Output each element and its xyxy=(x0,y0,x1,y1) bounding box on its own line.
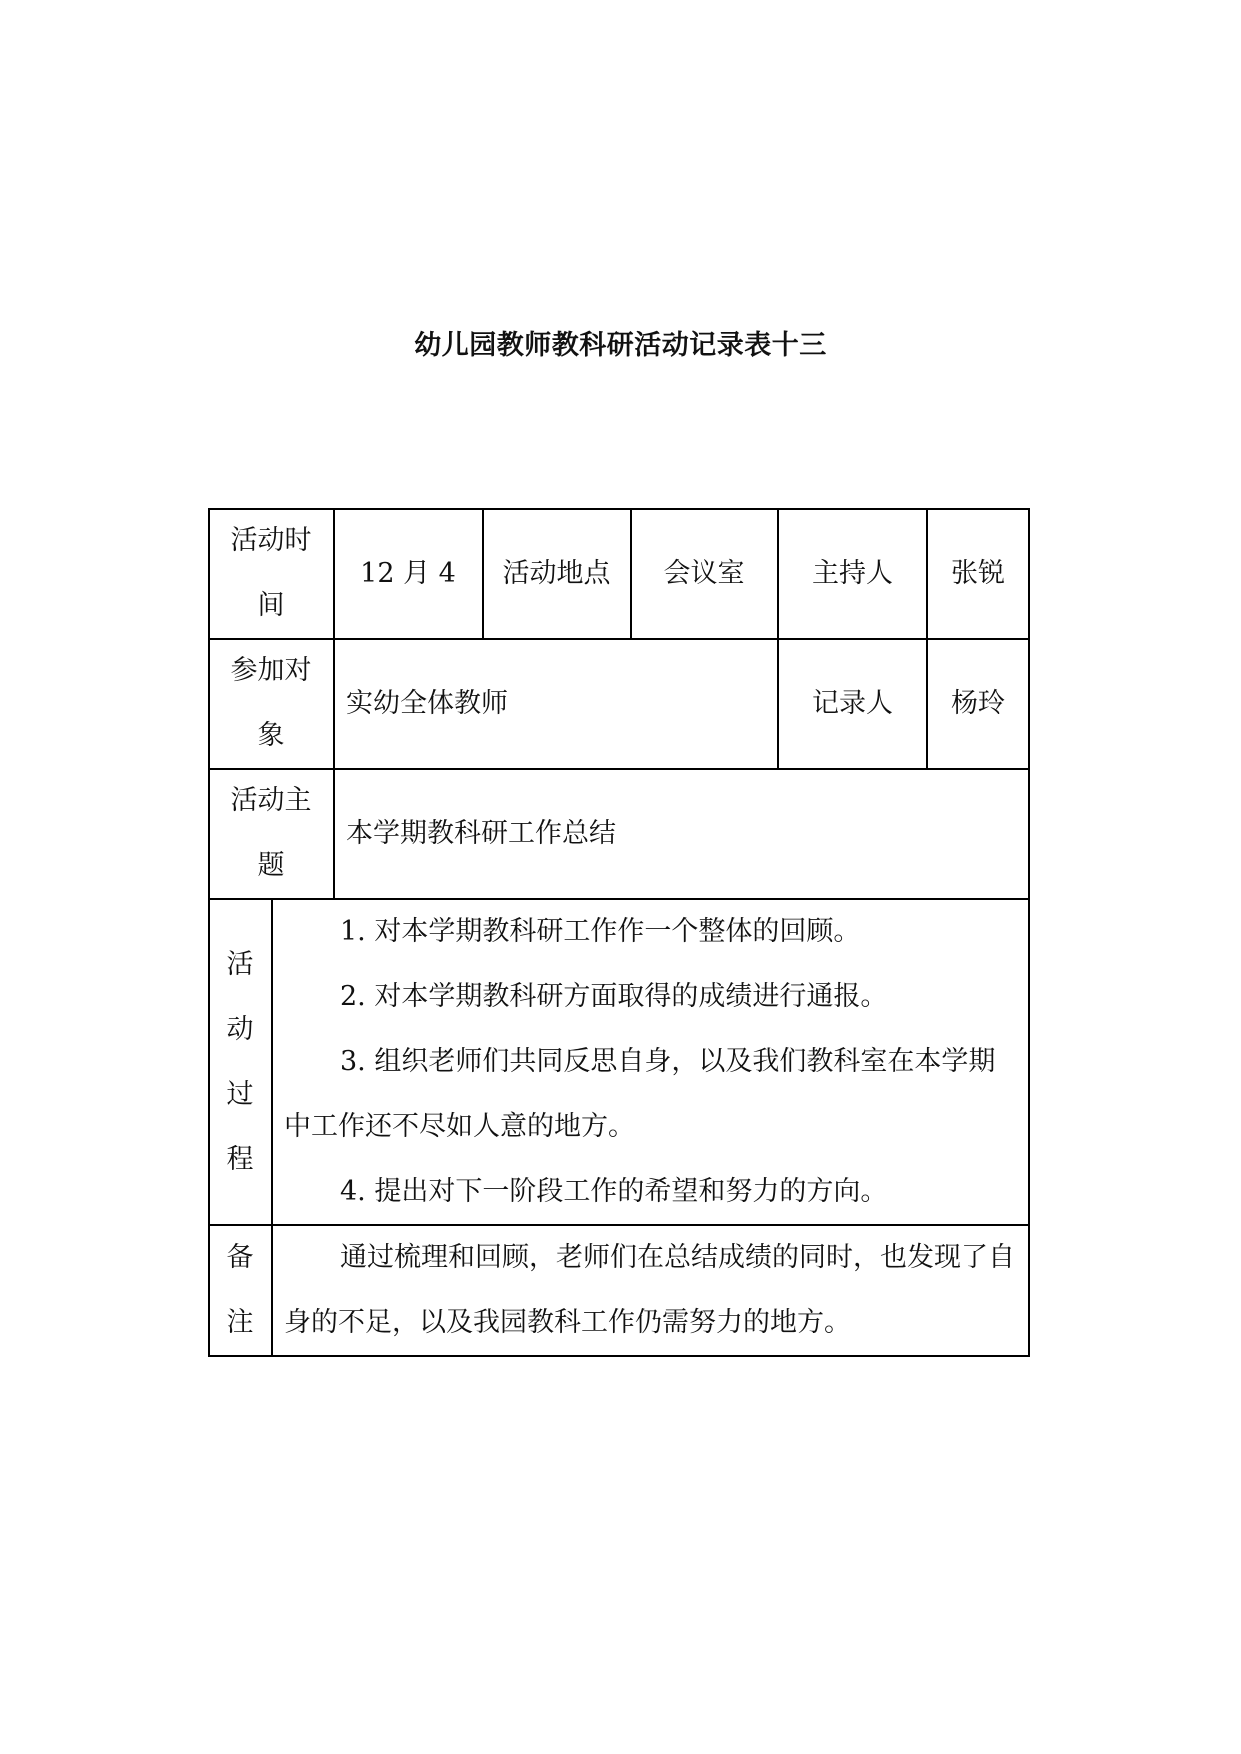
theme-label-cell xyxy=(208,768,334,898)
process-item: 2. 对本学期教科研方面取得的成绩进行通报。 xyxy=(340,981,888,1012)
record-table xyxy=(208,508,1030,1357)
participants-value: 实幼全体教师 xyxy=(346,687,508,719)
process-label: 活动过程 xyxy=(226,948,254,1175)
location-value: 会议室 xyxy=(663,557,745,589)
theme-label: 活动主题 xyxy=(230,785,312,881)
notes-label-cell xyxy=(208,1225,272,1355)
location-label: 活动地点 xyxy=(502,557,611,589)
notes-label: 备注 xyxy=(226,1242,254,1338)
notes-text: 通过梳理和回顾，老师们在总结成绩的同时，也发现了自身的不足，以及我园教科工作仍需努力的地方。 xyxy=(284,1242,1015,1338)
time-value: 12 月 4 xyxy=(360,557,456,589)
time-label-cell xyxy=(208,508,334,638)
recorder-value: 杨玲 xyxy=(951,687,1005,719)
participants-label: 参加对象 xyxy=(230,655,312,751)
host-label: 主持人 xyxy=(812,557,893,589)
page-title: 幼儿园教师教科研活动记录表十三 xyxy=(414,330,827,361)
table-border-right xyxy=(1028,508,1030,1357)
theme-value: 本学期教科研工作总结 xyxy=(346,817,616,849)
process-item: 3. 组织老师们共同反思自身，以及我们教科室在本学期中工作还不尽如人意的地方。 xyxy=(284,1046,996,1142)
table-border-bottom xyxy=(208,1355,1030,1357)
recorder-label: 记录人 xyxy=(812,687,893,719)
process-body xyxy=(284,899,1020,1224)
process-label-cell xyxy=(208,899,272,1224)
process-item: 4. 提出对下一阶段工作的希望和努力的方向。 xyxy=(340,1176,888,1207)
time-label: 活动时间 xyxy=(230,525,312,621)
participants-label-cell xyxy=(208,638,334,768)
process-item: 1. 对本学期教科研工作作一个整体的回顾。 xyxy=(340,916,861,947)
host-value: 张锐 xyxy=(951,557,1005,589)
notes-body xyxy=(284,1225,1020,1355)
